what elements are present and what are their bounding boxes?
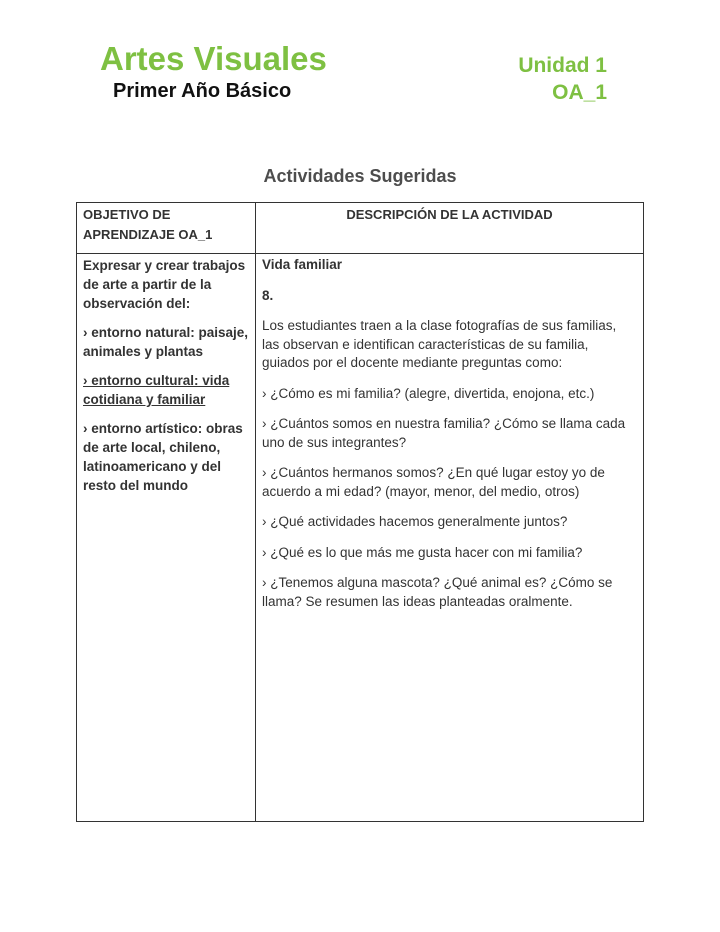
activity-question: › ¿Cómo es mi familia? (alegre, divertida, enojona, etc.): [262, 385, 595, 401]
column-header-objective: OBJETIVO DE APRENDIZAJE OA_1: [77, 203, 256, 254]
table-header-row: [77, 203, 644, 254]
objective-code: OA_1: [552, 81, 607, 104]
table-row: [77, 254, 644, 822]
activities-table: [76, 202, 644, 822]
objective-item-cultural: › entorno cultural: vida cotidiana y familiar: [83, 373, 230, 407]
grade-subtitle: Primer Año Básico: [113, 80, 292, 102]
activity-question: › ¿Qué es lo que más me gusta hacer con mi familia?: [262, 544, 583, 560]
column-header-description: DESCRIPCIÓN DE LA ACTIVIDAD: [256, 203, 644, 254]
section-title: Actividades Sugeridas: [263, 166, 457, 186]
activity-number: 8.: [262, 287, 274, 303]
activity-question: › ¿Tenemos alguna mascota? ¿Qué animal es? ¿Cómo se llama? Se resumen las ideas planteadas oralmente.: [262, 575, 613, 609]
objective-item-natural: › entorno natural: paisaje, animales y plantas: [83, 325, 249, 359]
activity-question: › ¿Cuántos somos en nuestra familia? ¿Cómo se llama cada uno de sus integrantes?: [262, 416, 626, 450]
unit-label: Unidad 1: [518, 54, 607, 77]
objective-cell: [77, 254, 256, 822]
activity-description-cell: [256, 254, 644, 822]
activity-question: › ¿Cuántos hermanos somos? ¿En qué lugar estoy yo de acuerdo a mi edad? (mayor, menor, del medio, otros): [262, 465, 605, 499]
activity-intro: Los estudiantes traen a la clase fotografías de sus familias, las observan e identifican características de su familia, guiados por el docente mediante preguntas como:: [262, 318, 617, 370]
objective-item-artistic: › entorno artístico: obras de arte local, chileno, latinoamericano y del resto del mundo: [83, 421, 243, 493]
activity-question: › ¿Qué actividades hacemos generalmente juntos?: [262, 514, 568, 529]
document-title: Artes Visuales: [100, 40, 327, 77]
activity-title: Vida familiar: [262, 257, 343, 272]
objective-intro: Expresar y crear trabajos de arte a partir de la observación del:: [83, 258, 246, 311]
